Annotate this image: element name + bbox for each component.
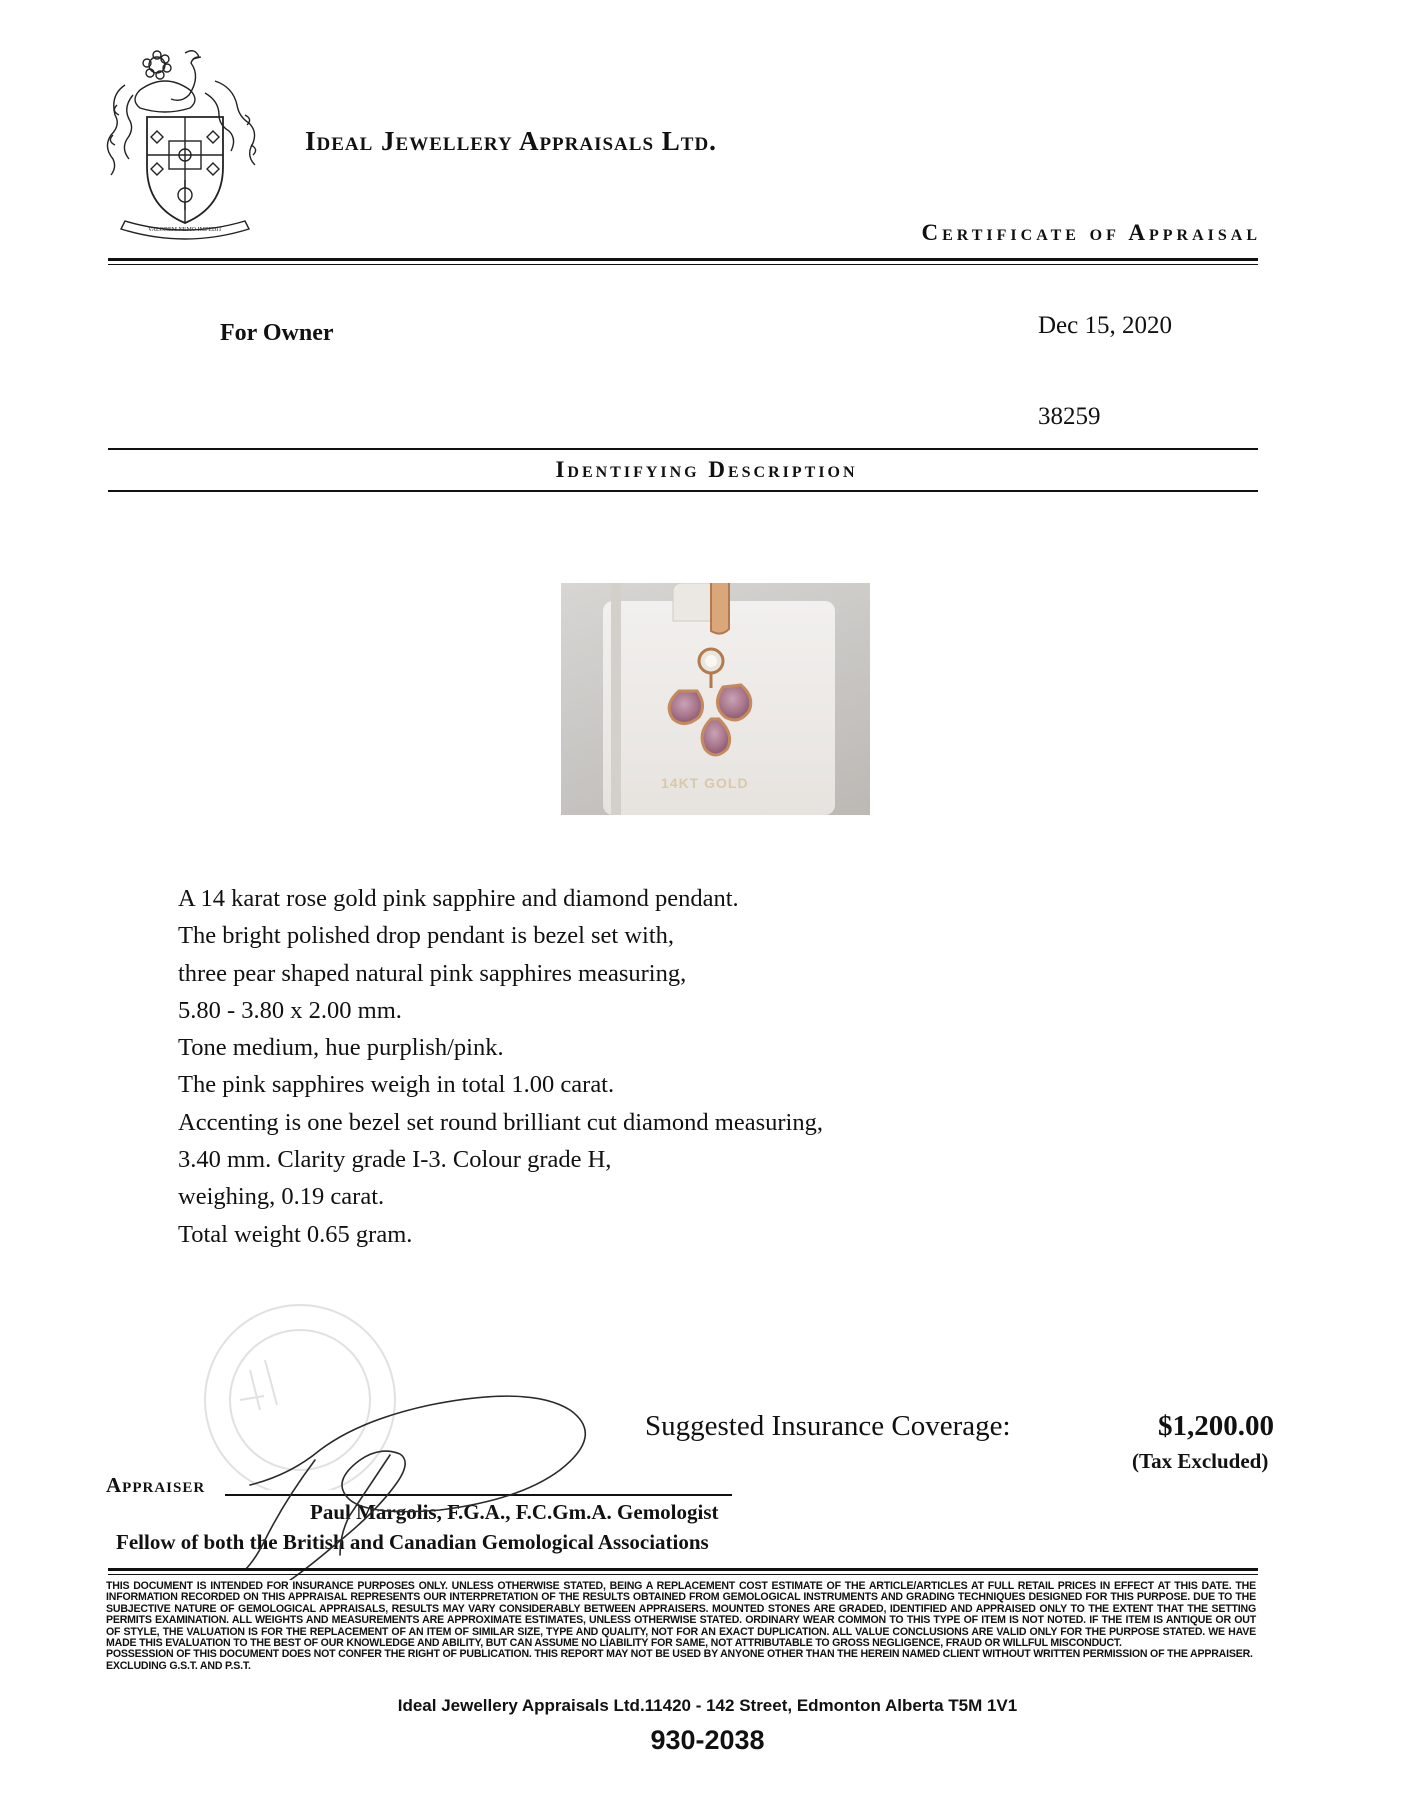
description-line: Accenting is one bezel set round brilliant cut diamond measuring, bbox=[178, 1108, 823, 1136]
item-description bbox=[178, 880, 823, 1253]
description-line: Tone medium, hue purplish/pink. bbox=[178, 1034, 504, 1062]
description-line: three pear shaped natural pink sapphires measuring, bbox=[178, 959, 687, 987]
reference-number: 38259 bbox=[1038, 403, 1101, 430]
disclaimer-text bbox=[106, 1581, 1256, 1672]
header-rule-thick bbox=[108, 258, 1258, 261]
description-line: The pink sapphires weigh in total 1.00 carat. bbox=[178, 1071, 615, 1099]
insurance-value: $1,200.00 bbox=[1158, 1410, 1274, 1442]
footer-phone: 930-2038 bbox=[650, 1725, 765, 1755]
pendant-photo bbox=[561, 583, 870, 815]
description-line: Total weight 0.65 gram. bbox=[178, 1220, 413, 1248]
description-line: 5.80 - 3.80 x 2.00 mm. bbox=[178, 996, 402, 1024]
footer-rule-thin bbox=[108, 1574, 1258, 1575]
appraiser-label: Appraiser bbox=[106, 1473, 206, 1497]
appraisal-date: Dec 15, 2020 bbox=[1038, 312, 1172, 339]
disclaimer-paragraph: POSSESSION OF THIS DOCUMENT DOES NOT CONFER THE RIGHT OF PUBLICATION. THIS REPORT MAY NOT BE USED BY ANYONE OTHER THAN THE HEREIN NAMED CLIENT WITHOUT WRITTEN PERMISSION OF THE APPRAISER. bbox=[106, 1648, 1253, 1661]
card-gold-stamp: 14KT GOLD bbox=[661, 775, 749, 791]
insurance-label: Suggested Insurance Coverage: bbox=[645, 1410, 1011, 1442]
section-rule-bottom bbox=[108, 490, 1258, 492]
header-rule-thin bbox=[108, 264, 1258, 265]
certificate-title: Certificate of Appraisal bbox=[921, 220, 1261, 245]
svg-text:VALOREM NEMO IMPEDIT: VALOREM NEMO IMPEDIT bbox=[148, 227, 222, 233]
description-line: The bright polished drop pendant is bezel set with, bbox=[178, 922, 675, 950]
appraiser-name: Paul Margolis, F.G.A., F.C.Gm.A. Gemologist bbox=[310, 1500, 719, 1524]
disclaimer-paragraph: THIS DOCUMENT IS INTENDED FOR INSURANCE PURPOSES ONLY. UNLESS OTHERWISE STATED, BEING A REPLACEMENT COST ESTIMATE OF THE ARTICLE/ARTICLES AT FULL RETAIL PRICES IN EFFECT AT THIS DATE. THE INFORMATION RECORDED ON THIS APPRAISAL REPRESENTS OUR INTERPRETATION OF THE RESULTS OBTAINED FROM GEMOLOGICAL INSTRUMENTS AND GRADING TECHNIQUES DESIGNED FOR THIS PURPOSE. DUE TO THE SUBJECTIVE NATURE OF GEMOLOGICAL APPRAISALS, RESULTS MAY VARY CONSIDERABLY BETWEEN APPRAISERS. MOUNTED STONES ARE GRADED, IDENTIFIED AND APPRAISED ONLY TO THE EXTENT THAT THE SETTING PERMITS EXAMINATION. ALL WEIGHTS AND MEASUREMENTS ARE APPROXIMATE ESTIMATES, UNLESS OTHERWISE STATED. ORDINARY WEAR COMMON TO THIS TYPE OF ITEM IS NOT NOTED. IF THE ITEM IS ANTIQUE OR OUT OF STYLE, THE VALUATION IS FOR THE REPLACEMENT OF AN ITEM OF SIMILAR SIZE, TYPE AND QUALITY, NOT FOR AN EXACT DUPLICATION. ALL VALUE CONCLUSIONS ARE VALID ONLY FOR THE PURPOSE STATED. WE HAVE MADE THIS EVALUATION TO THE BEST OF OUR KNOWLEDGE AND ABILITY, BUT CAN ASSUME NO LIABILITY FOR SAME, NOT ATTRIBUTABLE TO GROSS NEGLIGENCE, FRAUD OR WILLFUL MISCONDUCT. bbox=[106, 1580, 1256, 1650]
appraiser-fellowship: Fellow of both the British and Canadian Gemological Associations bbox=[116, 1530, 709, 1554]
description-line: weighing, 0.19 carat. bbox=[178, 1183, 385, 1211]
disclaimer-paragraph: EXCLUDING G.S.T. AND P.S.T. bbox=[106, 1659, 251, 1672]
footer-address: Ideal Jewellery Appraisals Ltd.11420 - 142 Street, Edmonton Alberta T5M 1V1 bbox=[397, 1696, 1018, 1715]
description-line: A 14 karat rose gold pink sapphire and diamond pendant. bbox=[178, 885, 739, 912]
handwritten-signature bbox=[150, 1360, 710, 1580]
section-rule-top bbox=[108, 448, 1258, 450]
footer-rule-thick bbox=[108, 1568, 1258, 1571]
tax-note: (Tax Excluded) bbox=[1132, 1449, 1269, 1473]
company-name: Ideal Jewellery Appraisals Ltd. bbox=[305, 126, 717, 156]
owner-label: For Owner bbox=[220, 320, 334, 346]
description-line: 3.40 mm. Clarity grade I-3. Colour grade H, bbox=[178, 1146, 612, 1174]
section-title: Identifying Description bbox=[555, 457, 858, 482]
coat-of-arms-icon bbox=[105, 45, 265, 240]
